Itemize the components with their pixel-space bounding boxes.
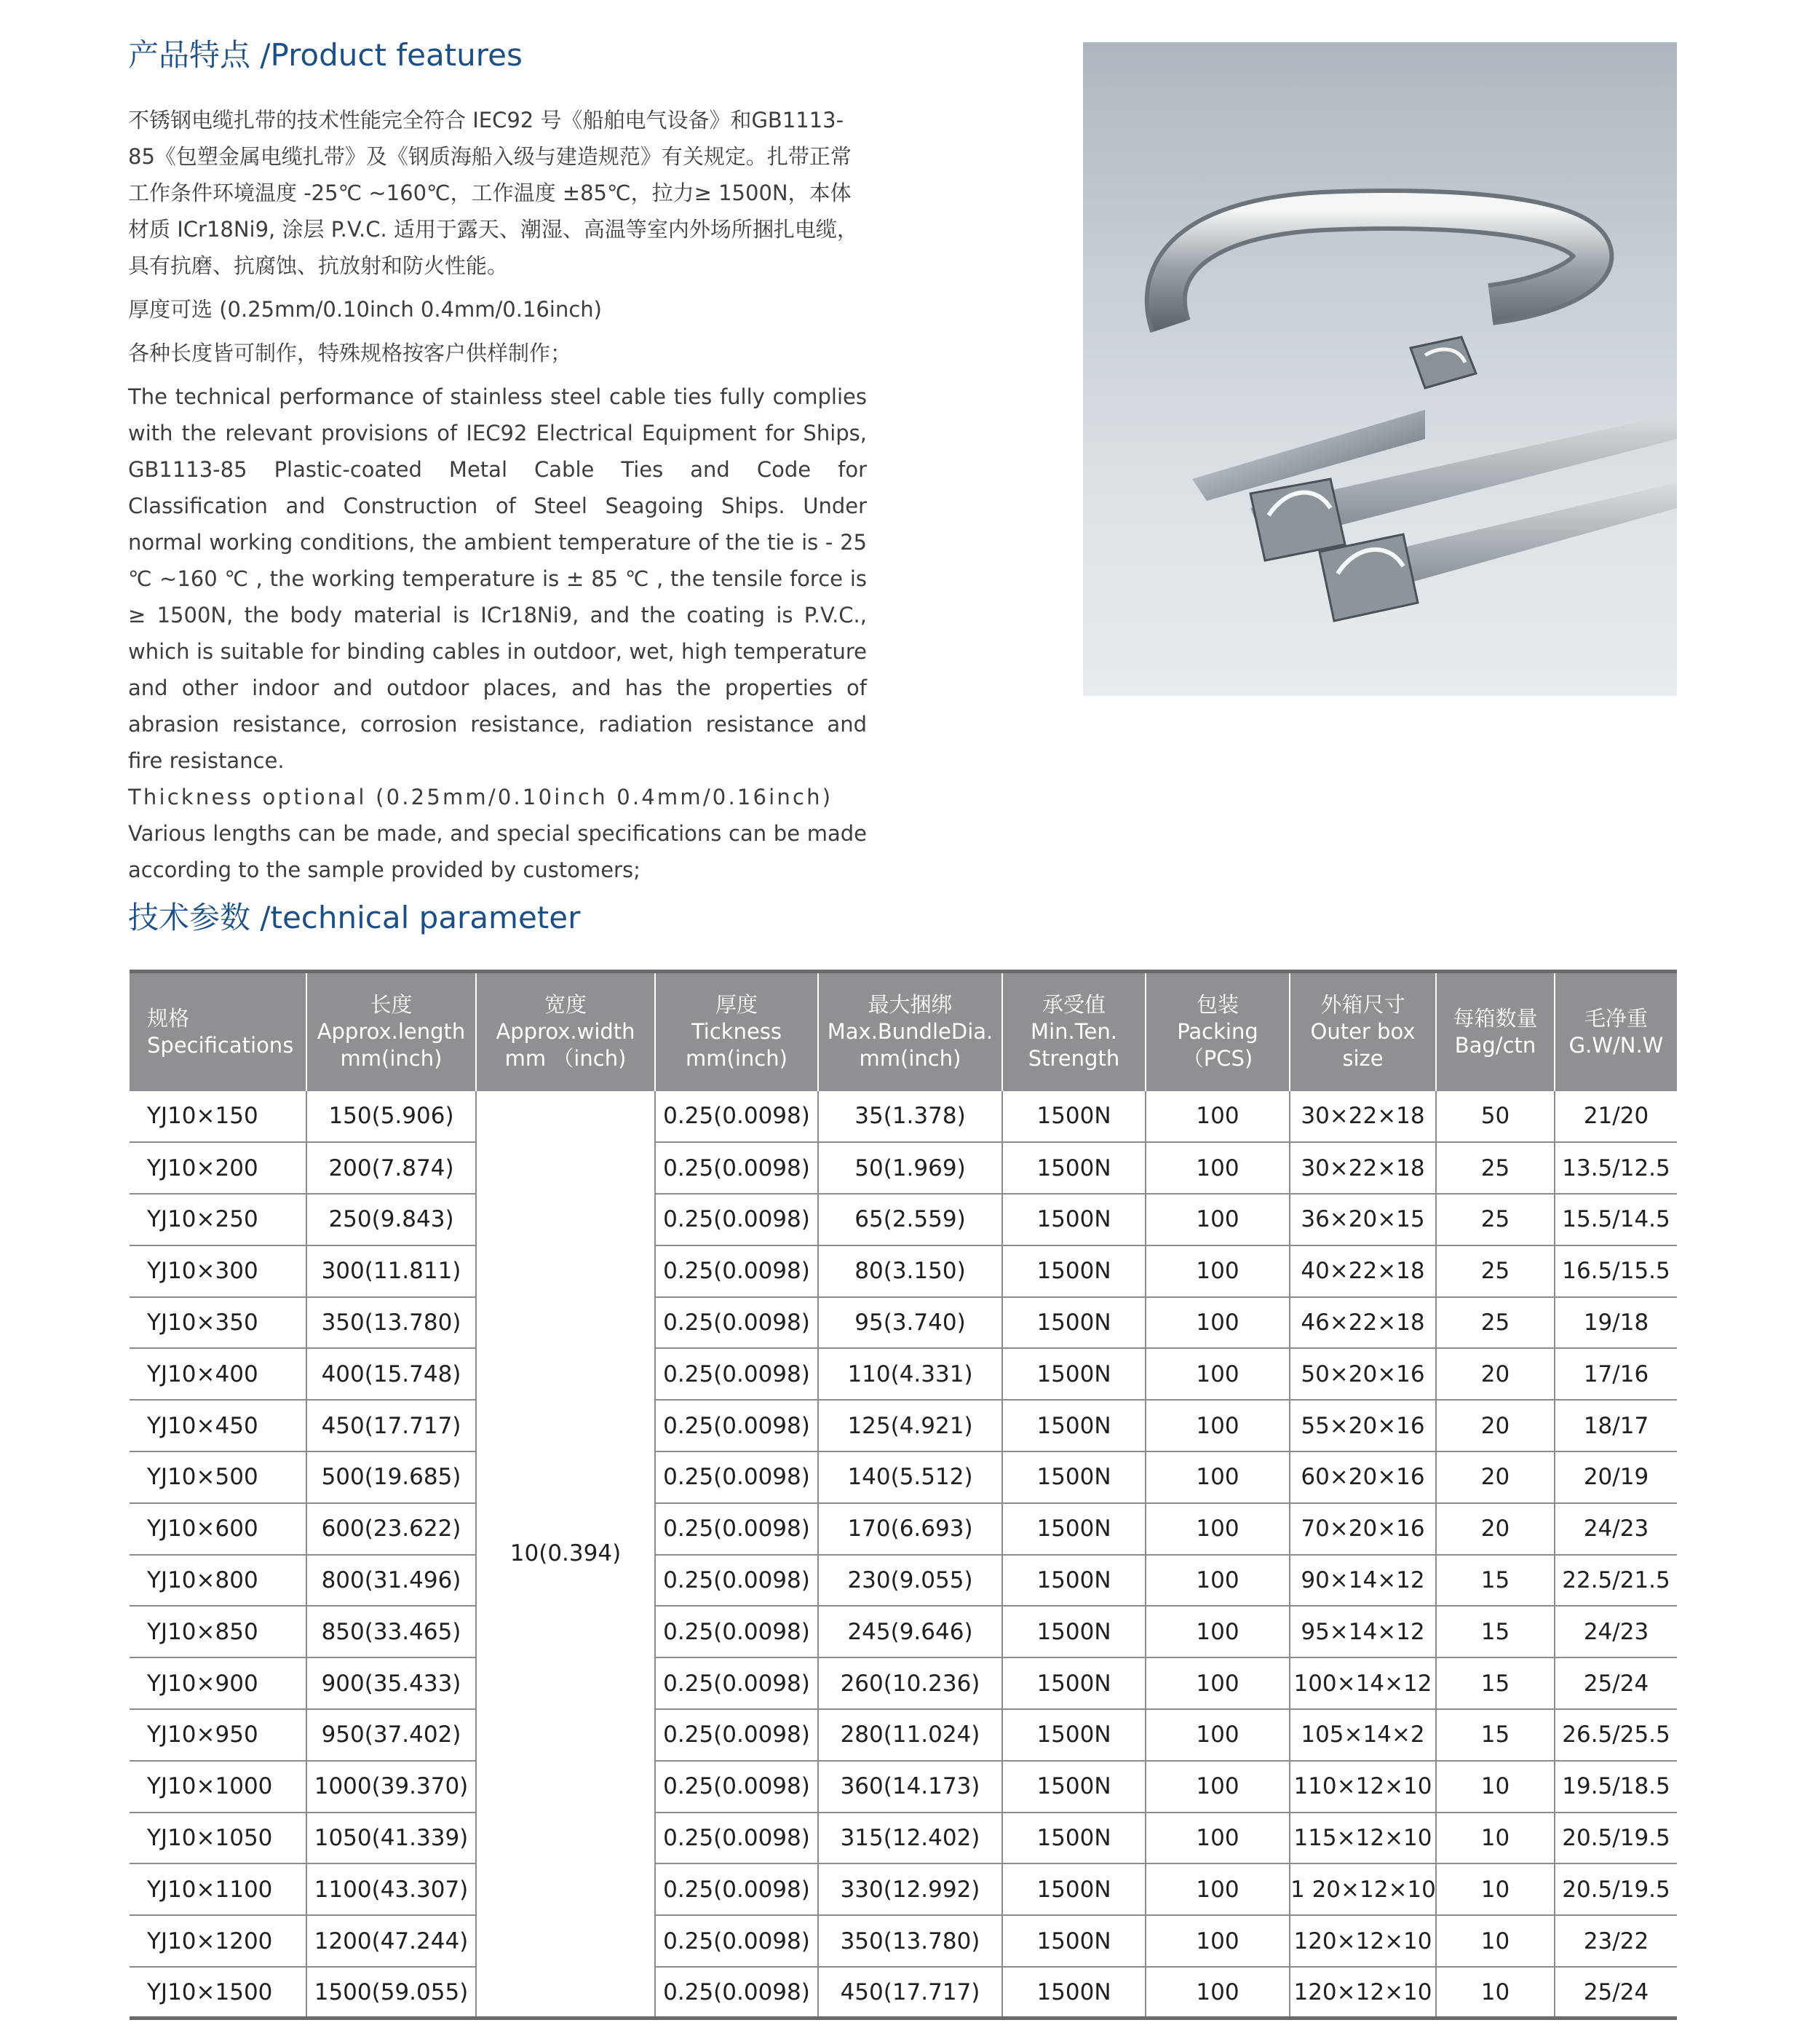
- cell-packing: 100: [1146, 1297, 1290, 1349]
- table-row: [130, 1245, 1677, 1297]
- cell-strength: 1500N: [1002, 1709, 1146, 1761]
- cell-thickness: 0.25(0.0098): [655, 1657, 818, 1709]
- cell-spec: YJ10×400: [130, 1348, 306, 1400]
- cell-spec: YJ10×200: [130, 1142, 306, 1194]
- cell-strength: 1500N: [1002, 1142, 1146, 1194]
- table-row: [130, 1091, 1677, 1143]
- cell-box-size: 95×14×12: [1290, 1606, 1436, 1657]
- cell-weight: 18/17: [1555, 1400, 1677, 1451]
- cell-length: 850(33.465): [306, 1606, 476, 1657]
- features-zh-thickness: 厚度可选 (0.25mm/0.10inch 0.4mm/0.16inch): [128, 297, 602, 322]
- cell-bundle-dia: 50(1.969): [818, 1142, 1002, 1194]
- features-en-body: The technical performance of stainless steel cable ties fully complies with the relevant provisions of IEC92 Electrical Equipment for Ships, GB1113-85 Plastic-coated Metal Cable Ties and Code for Classification and Construction of Steel Seagoing Ships. Under normal working conditions, the ambient temperature of the tie is - 25 ℃ ~160 ℃ , the working temperature is ± 85 ℃ , the tensile force is ≥ 1500N, the body material is ICr18Ni9, and the coating is P.V.C., which is suitable for binding cables in outdoor, wet, high temperature and other indoor and outdoor places, and has the properties of abrasion resistance, corrosion resistance, radiation resistance and fire resistance.: [128, 384, 867, 773]
- cell-box-size: 1 20×12×10: [1290, 1863, 1436, 1915]
- cell-strength: 1500N: [1002, 1091, 1146, 1143]
- cell-weight: 20/19: [1555, 1451, 1677, 1503]
- table-row: [130, 1451, 1677, 1503]
- table-row: [130, 1400, 1677, 1451]
- cell-bag-per-carton: 15: [1436, 1709, 1555, 1761]
- cell-weight: 21/20: [1555, 1091, 1677, 1143]
- table-row: [130, 1348, 1677, 1400]
- table-row: [130, 1606, 1677, 1657]
- cell-bundle-dia: 360(14.173): [818, 1761, 1002, 1813]
- cell-box-size: 90×14×12: [1290, 1555, 1436, 1607]
- cell-weight: 19/18: [1555, 1297, 1677, 1349]
- cell-bundle-dia: 110(4.331): [818, 1348, 1002, 1400]
- cell-bundle-dia: 80(3.150): [818, 1245, 1002, 1297]
- cell-bundle-dia: 230(9.055): [818, 1555, 1002, 1607]
- cell-spec: YJ10×500: [130, 1451, 306, 1503]
- cell-thickness: 0.25(0.0098): [655, 1863, 818, 1915]
- cell-strength: 1500N: [1002, 1606, 1146, 1657]
- cell-thickness: 0.25(0.0098): [655, 1348, 818, 1400]
- cell-bundle-dia: 65(2.559): [818, 1194, 1002, 1245]
- cell-thickness: 0.25(0.0098): [655, 1091, 818, 1143]
- cell-weight: 20.5/19.5: [1555, 1813, 1677, 1864]
- cell-strength: 1500N: [1002, 1761, 1146, 1813]
- cell-bundle-dia: 330(12.992): [818, 1863, 1002, 1915]
- table-row: [130, 1813, 1677, 1864]
- cell-weight: 25/24: [1555, 1657, 1677, 1709]
- cell-packing: 100: [1146, 1915, 1290, 1967]
- header-max-bundle-dia: 最大捆绑 Max.BundleDia. mm(inch): [818, 972, 1002, 1091]
- cell-box-size: 60×20×16: [1290, 1451, 1436, 1503]
- cell-spec: YJ10×850: [130, 1606, 306, 1657]
- cell-packing: 100: [1146, 1863, 1290, 1915]
- cell-spec: YJ10×950: [130, 1709, 306, 1761]
- cell-thickness: 0.25(0.0098): [655, 1813, 818, 1864]
- cable-tie-product-photo: [1083, 42, 1677, 696]
- cell-spec: YJ10×1000: [130, 1761, 306, 1813]
- cell-box-size: 30×22×18: [1290, 1091, 1436, 1143]
- cell-bag-per-carton: 10: [1436, 1967, 1555, 2019]
- cell-packing: 100: [1146, 1967, 1290, 2019]
- cell-box-size: 120×12×10: [1290, 1915, 1436, 1967]
- cell-bundle-dia: 450(17.717): [818, 1967, 1002, 2019]
- cell-strength: 1500N: [1002, 1297, 1146, 1349]
- cell-strength: 1500N: [1002, 1451, 1146, 1503]
- cell-length: 300(11.811): [306, 1245, 476, 1297]
- cell-strength: 1500N: [1002, 1245, 1146, 1297]
- cell-length: 1000(39.370): [306, 1761, 476, 1813]
- cell-bundle-dia: 245(9.646): [818, 1606, 1002, 1657]
- cell-spec: YJ10×1100: [130, 1863, 306, 1915]
- cell-strength: 1500N: [1002, 1503, 1146, 1555]
- cell-bag-per-carton: 20: [1436, 1503, 1555, 1555]
- product-features-text: [128, 102, 867, 888]
- cell-packing: 100: [1146, 1451, 1290, 1503]
- cell-packing: 100: [1146, 1400, 1290, 1451]
- cell-thickness: 0.25(0.0098): [655, 1555, 818, 1607]
- cell-thickness: 0.25(0.0098): [655, 1709, 818, 1761]
- table-row: [130, 1194, 1677, 1245]
- header-outer-box-size: 外箱尺寸 Outer box size: [1290, 972, 1436, 1091]
- cell-box-size: 105×14×2: [1290, 1709, 1436, 1761]
- cell-spec: YJ10×150: [130, 1091, 306, 1143]
- table-body: [130, 1091, 1677, 2019]
- cell-bag-per-carton: 15: [1436, 1657, 1555, 1709]
- cell-packing: 100: [1146, 1709, 1290, 1761]
- cell-bag-per-carton: 15: [1436, 1555, 1555, 1607]
- cell-thickness: 0.25(0.0098): [655, 1503, 818, 1555]
- header-length: 长度 Approx.length mm(inch): [306, 972, 476, 1091]
- cell-weight: 16.5/15.5: [1555, 1245, 1677, 1297]
- header-thickness: 厚度 Tickness mm(inch): [655, 972, 818, 1091]
- cell-length: 1050(41.339): [306, 1813, 476, 1864]
- cell-strength: 1500N: [1002, 1555, 1146, 1607]
- cell-weight: 25/24: [1555, 1967, 1677, 2019]
- cell-strength: 1500N: [1002, 1915, 1146, 1967]
- cell-bundle-dia: 35(1.378): [818, 1091, 1002, 1143]
- cell-packing: 100: [1146, 1091, 1290, 1143]
- cell-box-size: 115×12×10: [1290, 1813, 1436, 1864]
- cell-width-merged: 10(0.394): [476, 1091, 655, 2019]
- cell-thickness: 0.25(0.0098): [655, 1967, 818, 2019]
- cell-weight: 19.5/18.5: [1555, 1761, 1677, 1813]
- table-row: [130, 1142, 1677, 1194]
- cell-weight: 20.5/19.5: [1555, 1863, 1677, 1915]
- cell-box-size: 110×12×10: [1290, 1761, 1436, 1813]
- header-min-tensile-strength: 承受值 Min.Ten. Strength: [1002, 972, 1146, 1091]
- cell-bundle-dia: 95(3.740): [818, 1297, 1002, 1349]
- cell-bag-per-carton: 20: [1436, 1348, 1555, 1400]
- cell-bundle-dia: 140(5.512): [818, 1451, 1002, 1503]
- cell-spec: YJ10×1200: [130, 1915, 306, 1967]
- cell-packing: 100: [1146, 1813, 1290, 1864]
- table-row: [130, 1555, 1677, 1607]
- header-width: 宽度 Approx.width mm （inch): [476, 972, 655, 1091]
- product-features-title: 产品特点 /Product features: [128, 37, 523, 73]
- cell-weight: 17/16: [1555, 1348, 1677, 1400]
- cell-packing: 100: [1146, 1761, 1290, 1813]
- cell-spec: YJ10×1500: [130, 1967, 306, 2019]
- table-row: [130, 1503, 1677, 1555]
- cell-thickness: 0.25(0.0098): [655, 1451, 818, 1503]
- cell-bag-per-carton: 10: [1436, 1813, 1555, 1864]
- cell-box-size: 70×20×16: [1290, 1503, 1436, 1555]
- cell-bag-per-carton: 50: [1436, 1091, 1555, 1143]
- cell-thickness: 0.25(0.0098): [655, 1761, 818, 1813]
- cell-length: 250(9.843): [306, 1194, 476, 1245]
- technical-parameter-table: [130, 970, 1677, 2020]
- cell-packing: 100: [1146, 1503, 1290, 1555]
- cell-bundle-dia: 125(4.921): [818, 1400, 1002, 1451]
- header-specifications: 规格 Specifications: [130, 972, 306, 1091]
- cell-bag-per-carton: 20: [1436, 1400, 1555, 1451]
- cell-strength: 1500N: [1002, 1657, 1146, 1709]
- cell-strength: 1500N: [1002, 1400, 1146, 1451]
- cell-length: 200(7.874): [306, 1142, 476, 1194]
- cell-box-size: 30×22×18: [1290, 1142, 1436, 1194]
- cell-bundle-dia: 170(6.693): [818, 1503, 1002, 1555]
- features-zh-body: 不锈钢电缆扎带的技术性能完全符合 IEC92 号《船舶电气设备》和GB1113-85《包塑金属电缆扎带》及《钢质海船入级与建造规范》有关规定。扎带正常工作条件环境温度 -25℃ ~160℃，工作温度 ±85℃，拉力≥ 1500N，本体材质 ICr18Ni9, 涂层 P.V.C. 适用于露天、潮湿、高温等室内外场所捆扎电缆，具有抗磨、抗腐蚀、抗放射和防火性能。: [128, 108, 858, 278]
- header-packing: 包装 Packing （PCS): [1146, 972, 1290, 1091]
- cell-strength: 1500N: [1002, 1194, 1146, 1245]
- table-row: [130, 1657, 1677, 1709]
- technical-parameter-title: 技术参数 /technical parameter: [128, 900, 581, 935]
- cell-length: 800(31.496): [306, 1555, 476, 1607]
- cell-length: 1500(59.055): [306, 1967, 476, 2019]
- cell-packing: 100: [1146, 1348, 1290, 1400]
- cell-length: 400(15.748): [306, 1348, 476, 1400]
- cell-length: 450(17.717): [306, 1400, 476, 1451]
- cell-box-size: 120×12×10: [1290, 1967, 1436, 2019]
- cell-bundle-dia: 350(13.780): [818, 1915, 1002, 1967]
- cell-strength: 1500N: [1002, 1863, 1146, 1915]
- cell-box-size: 50×20×16: [1290, 1348, 1436, 1400]
- table-row: [130, 1761, 1677, 1813]
- table-row: [130, 1863, 1677, 1915]
- cell-weight: 23/22: [1555, 1915, 1677, 1967]
- cell-box-size: 100×14×12: [1290, 1657, 1436, 1709]
- cell-bag-per-carton: 10: [1436, 1915, 1555, 1967]
- cell-packing: 100: [1146, 1555, 1290, 1607]
- cell-packing: 100: [1146, 1606, 1290, 1657]
- cell-spec: YJ10×600: [130, 1503, 306, 1555]
- cell-spec: YJ10×800: [130, 1555, 306, 1607]
- cell-weight: 15.5/14.5: [1555, 1194, 1677, 1245]
- cell-length: 500(19.685): [306, 1451, 476, 1503]
- cell-bag-per-carton: 15: [1436, 1606, 1555, 1657]
- cell-bag-per-carton: 10: [1436, 1761, 1555, 1813]
- table-row: [130, 1297, 1677, 1349]
- cell-bag-per-carton: 25: [1436, 1194, 1555, 1245]
- cell-weight: 26.5/25.5: [1555, 1709, 1677, 1761]
- cell-weight: 13.5/12.5: [1555, 1142, 1677, 1194]
- cell-spec: YJ10×250: [130, 1194, 306, 1245]
- stainless-steel-cable-tie-image: [1083, 42, 1677, 696]
- cell-bundle-dia: 260(10.236): [818, 1657, 1002, 1709]
- cell-strength: 1500N: [1002, 1348, 1146, 1400]
- cell-packing: 100: [1146, 1142, 1290, 1194]
- cell-thickness: 0.25(0.0098): [655, 1606, 818, 1657]
- cell-bag-per-carton: 10: [1436, 1863, 1555, 1915]
- cell-box-size: 46×22×18: [1290, 1297, 1436, 1349]
- header-bag-per-carton: 每箱数量 Bag/ctn: [1436, 972, 1555, 1091]
- cell-weight: 24/23: [1555, 1606, 1677, 1657]
- cell-packing: 100: [1146, 1657, 1290, 1709]
- cell-spec: YJ10×300: [130, 1245, 306, 1297]
- cell-strength: 1500N: [1002, 1967, 1146, 2019]
- cell-box-size: 55×20×16: [1290, 1400, 1436, 1451]
- cell-strength: 1500N: [1002, 1813, 1146, 1864]
- cell-bag-per-carton: 25: [1436, 1245, 1555, 1297]
- cell-packing: 100: [1146, 1194, 1290, 1245]
- features-zh-lengths: 各种长度皆可制作，特殊规格按客户供样制作；: [128, 341, 572, 365]
- cell-length: 150(5.906): [306, 1091, 476, 1143]
- cell-length: 350(13.780): [306, 1297, 476, 1349]
- cell-length: 900(35.433): [306, 1657, 476, 1709]
- cell-thickness: 0.25(0.0098): [655, 1400, 818, 1451]
- cell-bundle-dia: 315(12.402): [818, 1813, 1002, 1864]
- cell-box-size: 36×20×15: [1290, 1194, 1436, 1245]
- cell-thickness: 0.25(0.0098): [655, 1915, 818, 1967]
- cell-length: 1200(47.244): [306, 1915, 476, 1967]
- cell-spec: YJ10×1050: [130, 1813, 306, 1864]
- cell-bundle-dia: 280(11.024): [818, 1709, 1002, 1761]
- table-row: [130, 1915, 1677, 1967]
- features-en-thickness: Thickness optional (0.25mm/0.10inch 0.4mm/0.16inch): [128, 785, 833, 809]
- cell-bag-per-carton: 25: [1436, 1142, 1555, 1194]
- cell-spec: YJ10×450: [130, 1400, 306, 1451]
- header-gross-net-weight: 毛净重 G.W/N.W: [1555, 972, 1677, 1091]
- cell-bag-per-carton: 20: [1436, 1451, 1555, 1503]
- cell-length: 950(37.402): [306, 1709, 476, 1761]
- cell-spec: YJ10×900: [130, 1657, 306, 1709]
- cell-box-size: 40×22×18: [1290, 1245, 1436, 1297]
- cell-thickness: 0.25(0.0098): [655, 1142, 818, 1194]
- table-row: [130, 1709, 1677, 1761]
- cell-thickness: 0.25(0.0098): [655, 1194, 818, 1245]
- cell-thickness: 0.25(0.0098): [655, 1245, 818, 1297]
- cell-spec: YJ10×350: [130, 1297, 306, 1349]
- cell-packing: 100: [1146, 1245, 1290, 1297]
- cell-length: 1100(43.307): [306, 1863, 476, 1915]
- cell-thickness: 0.25(0.0098): [655, 1297, 818, 1349]
- cell-weight: 22.5/21.5: [1555, 1555, 1677, 1607]
- cell-length: 600(23.622): [306, 1503, 476, 1555]
- cell-weight: 24/23: [1555, 1503, 1677, 1555]
- table-header-row: [130, 972, 1677, 1091]
- features-en-lengths: Various lengths can be made, and special specifications can be made according to the sample provided by customers;: [128, 821, 867, 882]
- cell-bag-per-carton: 25: [1436, 1297, 1555, 1349]
- table-row: [130, 1967, 1677, 2019]
